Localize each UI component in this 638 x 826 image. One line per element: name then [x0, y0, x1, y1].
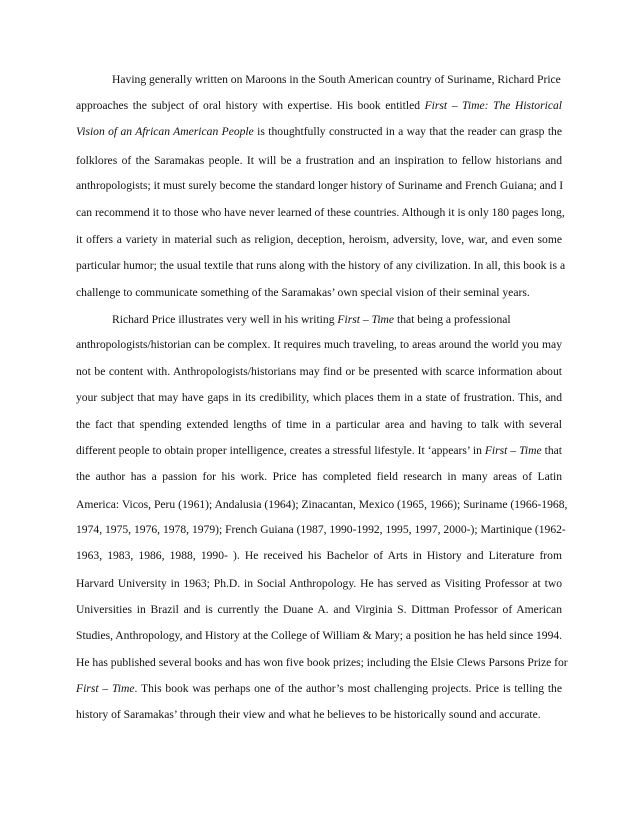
paragraph-1-line-2 — [76, 98, 562, 114]
paragraph-2-line-9 — [76, 522, 566, 538]
text-run: America: Vicos, Peru (1961); Andalusia (1964); Zinacantan, Mexico (1965, 1966); Suriname (1966-1968, — [76, 498, 568, 511]
text-run: Richard Price illustrates very well in his writing — [112, 313, 338, 326]
paragraph-2-line-8 — [76, 497, 568, 513]
paragraph-2-line-7 — [76, 469, 562, 485]
paragraph-2-line-11 — [76, 576, 562, 592]
paragraph-2-line-3 — [76, 364, 562, 380]
paragraph-2-line-5 — [76, 417, 562, 433]
text-run: challenge to communicate something of the Saramakas’ own special vision of their seminal years. — [76, 286, 530, 299]
book-title-italic: Vision of an African American People — [76, 125, 254, 138]
paragraph-2-line-12 — [76, 602, 562, 618]
text-run: 1963, 1983, 1986, 1988, 1990- ). He received his Bachelor of Arts in History and Literature from — [76, 549, 562, 562]
paragraph-1-line-3 — [76, 124, 562, 140]
book-title-italic: First – Time — [337, 313, 395, 326]
text-run: Universities in Brazil and is currently the Duane A. and Virginia S. Dittman Professor of American — [76, 603, 562, 616]
book-title-italic: First – Time — [484, 444, 542, 457]
text-run: Having generally written on Maroons in the South American country of Suriname, Richard Price — [112, 73, 561, 86]
book-title-italic: First – Time: The Historical — [424, 99, 562, 112]
text-run: . This book was perhaps one of the author’s most challenging projects. Price is telling the — [134, 682, 562, 695]
text-run: the fact that spending extended lengths of time in a particular area and having to talk with several — [76, 418, 562, 431]
text-run: that being a professional — [394, 313, 511, 326]
paragraph-1-line-8 — [76, 258, 566, 274]
text-run: He has published several books and has won five book prizes; including the Elsie Clews Parsons Prize for — [76, 656, 568, 669]
text-run: approaches the subject of oral history with expertise. His book entitled — [76, 99, 425, 112]
text-run: the author has a passion for his work. Price has completed field research in many areas of Latin — [76, 470, 562, 483]
text-run: is thoughtfully constructed in a way that the reader can grasp the — [253, 125, 562, 138]
paragraph-1-line-6 — [76, 205, 565, 221]
paragraph-2-line-4 — [76, 390, 562, 406]
text-run: particular humor; the usual textile that runs along with the history of any civilization. In all, this book is a — [76, 259, 566, 272]
paragraph-2-line-15 — [76, 681, 562, 697]
paragraph-2-line-14 — [76, 655, 568, 671]
text-run: can recommend it to those who have never learned of these countries. Although it is only 180 pages long, — [76, 206, 565, 219]
text-run: history of Saramakas’ through their view and what he believes to be historically sound and accurate. — [76, 708, 541, 721]
text-run: anthropologists; it must surely become the standard longer history of Suriname and French Guiana; and I — [76, 179, 564, 192]
paragraph-2-line-6 — [76, 443, 562, 459]
paragraph-2-line-16 — [76, 707, 541, 723]
paragraph-1-line-7 — [76, 232, 562, 248]
text-run: it offers a variety in material such as religion, deception, heroism, adversity, love, war, and even some — [76, 233, 562, 246]
text-run: Studies, Anthropology, and History at the College of William & Mary; a position he has held since 1994. — [76, 629, 563, 642]
paragraph-1-line-1 — [112, 72, 562, 88]
text-run: folklores of the Saramakas people. It will be a frustration and an inspiration to fellow historians and — [76, 154, 562, 167]
paragraph-2-line-13 — [76, 628, 562, 644]
text-run: anthropologists/historian can be complex. It requires much traveling, to areas around the world you may — [76, 338, 562, 351]
text-run: Harvard University in 1963; Ph.D. in Social Anthropology. He has served as Visiting Professor at two — [76, 577, 562, 590]
paragraph-2-line-2 — [76, 337, 562, 353]
paragraph-2-line-10 — [76, 548, 562, 564]
text-run: that — [541, 444, 562, 457]
paragraph-1-line-4 — [76, 153, 562, 169]
text-run: not be content with. Anthropologists/historians may find or be presented with scarce information about — [76, 365, 562, 378]
paragraph-1-line-9 — [76, 285, 530, 301]
text-run: 1974, 1975, 1976, 1978, 1979); French Guiana (1987, 1990-1992, 1995, 1997, 2000-); Martinique (1962- — [76, 523, 566, 536]
paragraph-1-line-5 — [76, 178, 562, 194]
book-title-italic: First – Time — [76, 682, 135, 695]
paragraph-2-line-1 — [112, 312, 562, 328]
text-run: different people to obtain proper intelligence, creates a stressful lifestyle. It ‘appears’ in — [76, 444, 485, 457]
text-run: your subject that may have gaps in its credibility, which places them in a state of frustration. This, and — [76, 391, 562, 404]
